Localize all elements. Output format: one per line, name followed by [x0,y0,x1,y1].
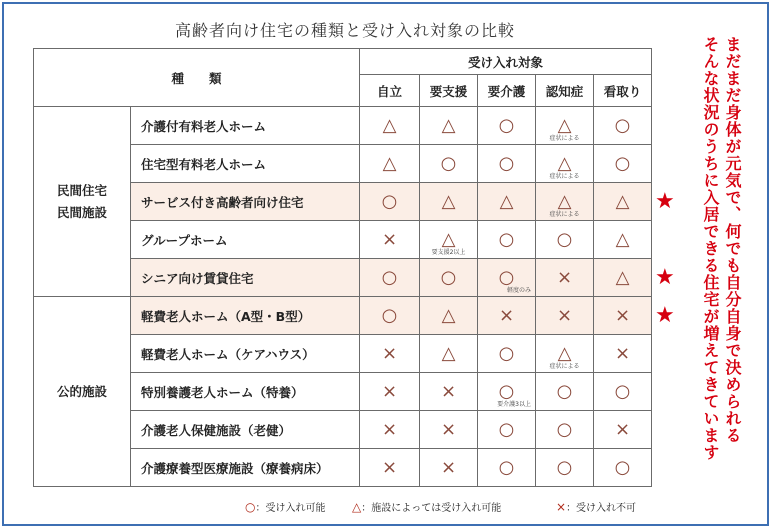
acceptance-mark: ○ [498,418,515,440]
acceptance-mark: ○ [614,152,631,174]
legend-partial-symbol: △ [352,500,362,514]
facility-name: 特別養護老人ホーム（特養） [131,373,360,411]
acceptance-mark: ○ [498,380,515,402]
acceptance-mark: △ [615,266,630,288]
acceptance-mark: ○ [498,456,515,478]
side-text-line-2: そんな状況のうちに入居できる住宅が増えてきています [701,36,720,461]
acceptance-cell [536,373,594,411]
col-header-dementia: 認知症 [536,75,594,107]
col-header-independent: 自立 [360,75,420,107]
accept-header: 受け入れ対象 [360,49,652,75]
acceptance-cell [594,221,652,259]
acceptance-mark: × [381,228,398,250]
acceptance-mark: × [556,266,573,288]
group-label: 民間住宅 民間施設 [34,107,131,297]
acceptance-cell [360,107,420,145]
page-title: 高齢者向け住宅の種類と受け入れ対象の比較 [174,21,515,40]
acceptance-mark: ○ [381,190,398,212]
acceptance-cell [478,221,536,259]
acceptance-mark: ○ [556,380,573,402]
acceptance-mark: △ [441,304,456,326]
acceptance-cell [594,373,652,411]
acceptance-cell [478,107,536,145]
acceptance-mark: △ [557,114,572,136]
acceptance-mark: △ [557,342,572,364]
acceptance-cell [360,221,420,259]
acceptance-mark: × [440,418,457,440]
acceptance-mark: △ [441,190,456,212]
group-label: 公的施設 [34,297,131,487]
facility-name: 介護老人保健施設（老健） [131,411,360,449]
acceptance-cell [594,449,652,487]
acceptance-cell [360,259,420,297]
type-header: 種 類 [34,49,360,107]
acceptance-mark: ○ [556,456,573,478]
acceptance-cell [360,373,420,411]
acceptance-mark: △ [615,228,630,250]
acceptance-cell [360,183,420,221]
acceptance-cell [594,297,652,335]
legend-no-text: ：受け入れ不可 [566,503,637,514]
acceptance-cell [478,145,536,183]
acceptance-cell [594,145,652,183]
acceptance-mark: ○ [556,418,573,440]
star-marker: ★ [655,265,675,290]
acceptance-cell [360,411,420,449]
acceptance-cell [420,221,478,259]
acceptance-note: 症状による [549,363,580,370]
acceptance-cell [420,183,478,221]
facility-name: サービス付き高齢者向け住宅 [131,183,360,221]
acceptance-mark: △ [557,190,572,212]
acceptance-note: 要介護3以上 [497,401,531,408]
acceptance-cell [420,107,478,145]
acceptance-cell [536,183,594,221]
acceptance-cell [478,259,536,297]
facility-name: グループホーム [131,221,360,259]
acceptance-cell [536,259,594,297]
acceptance-mark: × [381,418,398,440]
acceptance-cell [360,145,420,183]
acceptance-mark: ○ [381,266,398,288]
acceptance-mark: × [381,342,398,364]
acceptance-mark: ○ [498,152,515,174]
acceptance-mark: ○ [614,380,631,402]
acceptance-cell [536,411,594,449]
acceptance-mark: △ [441,228,456,250]
acceptance-mark: ○ [381,304,398,326]
acceptance-note: 症状による [549,173,580,180]
acceptance-mark: × [614,342,631,364]
acceptance-mark: × [614,418,631,440]
acceptance-cell [420,373,478,411]
acceptance-cell [478,297,536,335]
acceptance-cell [420,145,478,183]
acceptance-cell [420,297,478,335]
legend-partial-text: ：施設によっては受け入れ可能 [361,503,502,514]
facility-name: 住宅型有料老人ホーム [131,145,360,183]
acceptance-cell [594,335,652,373]
facility-name: シニア向け賃貸住宅 [131,259,360,297]
acceptance-mark: ○ [498,114,515,136]
acceptance-cell [536,107,594,145]
star-marker: ★ [655,189,675,214]
acceptance-cell [478,183,536,221]
acceptance-cell [594,183,652,221]
acceptance-mark: △ [499,190,514,212]
facility-name: 軽費老人ホーム（ケアハウス） [131,335,360,373]
acceptance-cell [420,335,478,373]
acceptance-cell [420,449,478,487]
acceptance-mark: × [440,456,457,478]
acceptance-mark: △ [382,114,397,136]
star-marker: ★ [655,303,675,328]
legend-ok-symbol: ○ [245,500,256,514]
acceptance-cell [478,335,536,373]
acceptance-mark: ○ [498,266,515,288]
comparison-table [33,48,652,487]
facility-name: 介護療養型医療施設（療養病床） [131,449,360,487]
acceptance-mark: △ [557,152,572,174]
legend-no-symbol: × [556,500,567,514]
acceptance-mark: ○ [498,228,515,250]
acceptance-cell [594,411,652,449]
acceptance-mark: ○ [440,266,457,288]
acceptance-cell [536,449,594,487]
acceptance-mark: × [614,304,631,326]
legend-ok-text: ：受け入れ可能 [255,503,326,514]
table-row [34,297,652,335]
acceptance-cell [420,411,478,449]
acceptance-cell [360,297,420,335]
acceptance-mark: × [381,456,398,478]
acceptance-cell [594,107,652,145]
legend-partial [352,499,501,514]
acceptance-cell [536,335,594,373]
acceptance-note: 症状による [549,211,580,218]
acceptance-mark: ○ [614,456,631,478]
facility-name: 介護付有料老人ホーム [131,107,360,145]
acceptance-mark: × [381,380,398,402]
facility-name: 軽費老人ホーム（A型・B型） [131,297,360,335]
legend-ok [245,499,325,514]
acceptance-cell [420,259,478,297]
acceptance-cell [478,411,536,449]
acceptance-mark: △ [615,190,630,212]
acceptance-note: 軽度のみ [506,287,531,294]
acceptance-mark: ○ [498,342,515,364]
col-header-support: 要支援 [420,75,478,107]
acceptance-mark: × [556,304,573,326]
col-header-care: 要介護 [478,75,536,107]
acceptance-cell [536,221,594,259]
acceptance-cell [478,373,536,411]
acceptance-note: 要支援2以上 [431,249,466,256]
acceptance-cell [536,145,594,183]
acceptance-mark: △ [441,342,456,364]
acceptance-cell [536,297,594,335]
side-text-line-1: まだまだ身体が元気で、何でも自分自身で決められる [723,36,742,444]
acceptance-cell [360,335,420,373]
acceptance-mark: × [498,304,515,326]
acceptance-mark: △ [441,114,456,136]
acceptance-mark: ○ [440,152,457,174]
col-header-end-of-life: 看取り [594,75,652,107]
acceptance-cell [594,259,652,297]
acceptance-mark: × [440,380,457,402]
acceptance-mark: ○ [556,228,573,250]
acceptance-cell [478,449,536,487]
acceptance-note: 症状による [549,135,580,142]
legend-no [556,499,636,514]
acceptance-cell [360,449,420,487]
acceptance-mark: ○ [614,114,631,136]
table-row [34,107,652,145]
acceptance-mark: △ [382,152,397,174]
